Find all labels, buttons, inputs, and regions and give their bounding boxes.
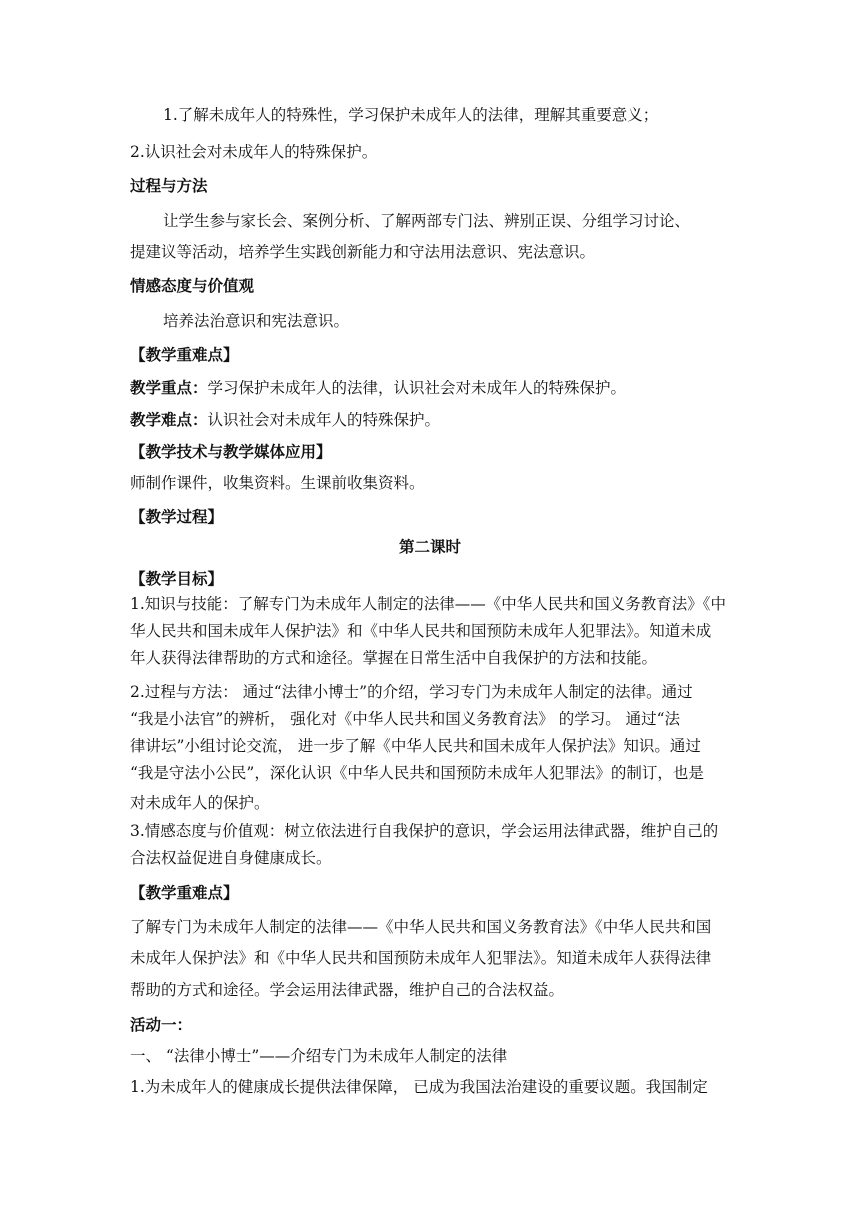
objective-item-1: 1.了解未成年人的特殊性，学习保护未成年人的法律，理解其重要意义； (163, 106, 659, 124)
paragraph-line: “我是小法官”的辨析， 强化对《中华人民共和国义务教育法》 的学习。 通过“法 (130, 710, 681, 728)
lesson-title: 第二课时 (398, 538, 461, 556)
paragraph-line: 年人获得法律帮助的方式和途径。掌握在日常生活中自我保护的方法和技能。 (130, 649, 658, 667)
paragraph-line: 了解专门为未成年人制定的法律——《中华人民共和国义务教育法》《中华人民共和国 (130, 918, 712, 936)
section-heading-objectives: 【教学目标】 (130, 570, 224, 588)
difficulty-label: 教学难点： (130, 411, 208, 429)
paragraph-line: 师制作课件，收集资料。生课前收集资料。 (130, 474, 425, 492)
paragraph-line: 对未成年人的保护。 (130, 794, 270, 812)
paragraph-line: 合法权益促进自身健康成长。 (130, 849, 332, 867)
activity-heading: 活动一： (130, 1016, 193, 1034)
section-heading-process: 【教学过程】 (130, 508, 224, 526)
key-point-label: 教学重点： (130, 379, 208, 397)
key-point-line (130, 378, 742, 398)
paragraph-line: 华人民共和国未成年人保护法》和《中华人民共和国预防未成年人犯罪法》。知道未成 (130, 622, 712, 640)
paragraph-line: 2.过程与方法： 通过“法律小博士”的介绍，学习专门为未成年人制定的法律。通过 (130, 683, 693, 701)
paragraph-line: 培养法治意识和宪法意识。 (163, 312, 350, 330)
key-point-text: 学习保护未成年人的法律，认识社会对未成年人的特殊保护。 (207, 379, 627, 397)
paragraph-line: 律讲坛”小组讨论交流， 进一步了解《中华人民共和国未成年人保护法》知识。通过 (130, 737, 701, 755)
activity-subheading: 一、 “法律小博士”——介绍专门为未成年人制定的法律 (130, 1047, 508, 1065)
paragraph-line: 未成年人保护法》和《中华人民共和国预防未成年人犯罪法》。知道未成年人获得法律 (130, 949, 712, 967)
paragraph-line: “我是守法小公民”，深化认识《中华人民共和国预防未成年人犯罪法》的制订，也是 (130, 764, 704, 782)
paragraph-line: 帮助的方式和途径。学会运用法律武器，维护自己的合法权益。 (130, 981, 565, 999)
section-heading-key-points-2: 【教学重难点】 (130, 884, 239, 902)
paragraph-line: 1.知识与技能：了解专门为未成年人制定的法律——《中华人民共和国义务教育法》《中 (130, 595, 727, 613)
paragraph-line: 让学生参与家长会、案例分析、了解两部专门法、辨别正误、分组学习讨论、 (163, 212, 691, 230)
objective-item-2: 2.认识社会对未成年人的特殊保护。 (130, 143, 378, 161)
section-heading-media: 【教学技术与教学媒体应用】 (130, 443, 332, 461)
difficulty-line (130, 410, 742, 430)
difficulty-text: 认识社会对未成年人的特殊保护。 (207, 411, 441, 429)
paragraph-line: 3.情感态度与价值观：树立依法进行自我保护的意识，学会运用法律武器，维护自己的 (130, 822, 719, 840)
paragraph-line: 1.为未成年人的健康成长提供法律保障， 已成为我国法治建设的重要议题。我国制定 (130, 1078, 708, 1096)
paragraph-line: 提建议等活动，培养学生实践创新能力和守法用法意识、宪法意识。 (130, 243, 596, 261)
heading-process-method: 过程与方法 (130, 177, 208, 195)
heading-attitude-values: 情感态度与价值观 (130, 277, 255, 295)
section-heading-key-points: 【教学重难点】 (130, 346, 239, 364)
